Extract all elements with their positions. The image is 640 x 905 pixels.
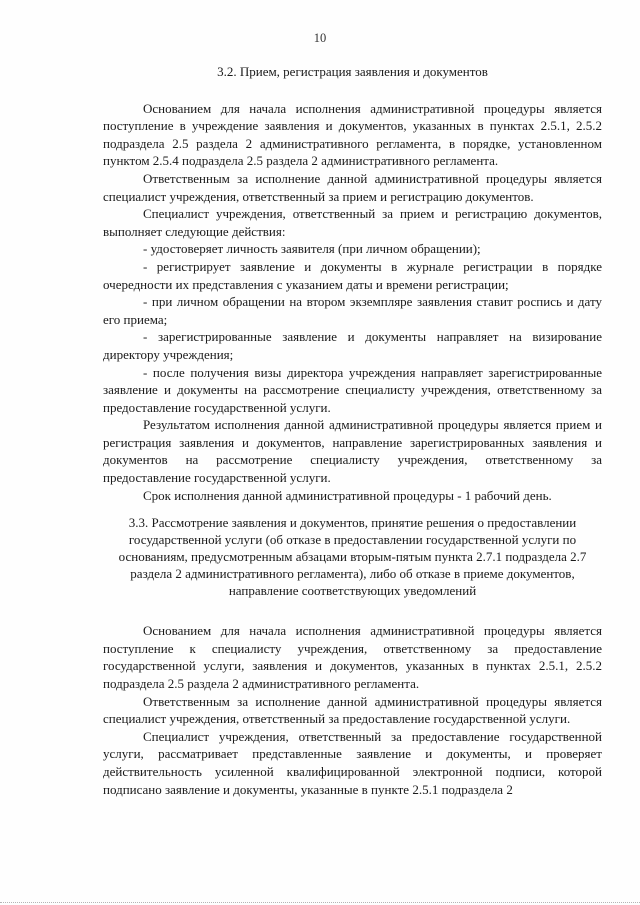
paragraph: Ответственным за исполнение данной административной процедуры является специалист учреждения, ответственный за прием и регистрацию документов. bbox=[103, 170, 602, 204]
list-item: - регистрирует заявление и документы в журнале регистрации в порядке очередности их представления с указанием даты и времени регистрации; bbox=[103, 258, 602, 292]
paragraph: Специалист учреждения, ответственный за прием и регистрацию документов, выполняет следующие действия: bbox=[103, 206, 602, 239]
list-item: - удостоверяет личность заявителя (при личном обращении); bbox=[143, 241, 481, 257]
section-heading-3-3: 3.3. Рассмотрение заявления и документов, принятие решения о предоставлении государственной услуги (об отказе в предоставлении государственной услуги по основаниям, предусмотренным абзацами вторым-пятым пункта 2.7.1 подраздела 2.7 раздела 2 административного регламента), либо об отказе в приеме документов, направление соответствующих уведомлений bbox=[118, 515, 587, 599]
paragraph: Результатом исполнения данной административной процедуры является прием и регистрация заявления и документов, направление зарегистрированных заявления и документов на рассмотрение специалисту учреждения, ответственному за предоставление государственной услуги. bbox=[103, 417, 602, 486]
page-number: 10 bbox=[313, 31, 327, 45]
document-body bbox=[103, 63, 602, 798]
paragraph: Срок исполнения данной административной процедуры - 1 рабочий день. bbox=[143, 487, 552, 503]
paragraph: Основанием для начала исполнения административной процедуры является поступление в учреждение заявления и документов, указанных в пунктах 2.5.1, 2.5.2 подраздела 2.5 раздела 2 административного регламента, в порядке, установленном пунктом 2.5.4 подраздела 2.5 раздела 2 административного регламента. bbox=[103, 100, 602, 169]
list-item: - при личном обращении на втором экземпляре заявления ставит роспись и дату его приема; bbox=[103, 294, 602, 327]
list-item: - после получения визы директора учреждения направляет зарегистрированные заявление и документы на рассмотрение специалисту учреждения, ответственному за предоставление государственной услуги. bbox=[103, 364, 602, 415]
section-heading-3-2: 3.2. Прием, регистрация заявления и документов bbox=[217, 64, 488, 79]
paragraph: Ответственным за исполнение данной административной процедуры является специалист учреждения, ответственный за предоставление государственной услуги. bbox=[103, 693, 602, 727]
paragraph: Основанием для начала исполнения административной процедуры является поступление к специалисту учреждения, ответственному за предоставление государственной услуги, заявления и документов, указанных в пунктах 2.5.1, 2.5.2 подраздела 2.5 раздела 2 административного регламента. bbox=[103, 623, 602, 692]
spacer bbox=[103, 599, 602, 622]
list-item: - зарегистрированные заявление и документы направляет на визирование директору учреждения; bbox=[103, 329, 602, 362]
paragraph: Специалист учреждения, ответственный за предоставление государственной услуги, рассматривает представленные заявление и документы, и проверяет действительность усиленной квалифицированной электронной подписи, которой подписано заявление и документы, указанные в пункте 2.5.1 подраздела 2 bbox=[103, 728, 602, 797]
